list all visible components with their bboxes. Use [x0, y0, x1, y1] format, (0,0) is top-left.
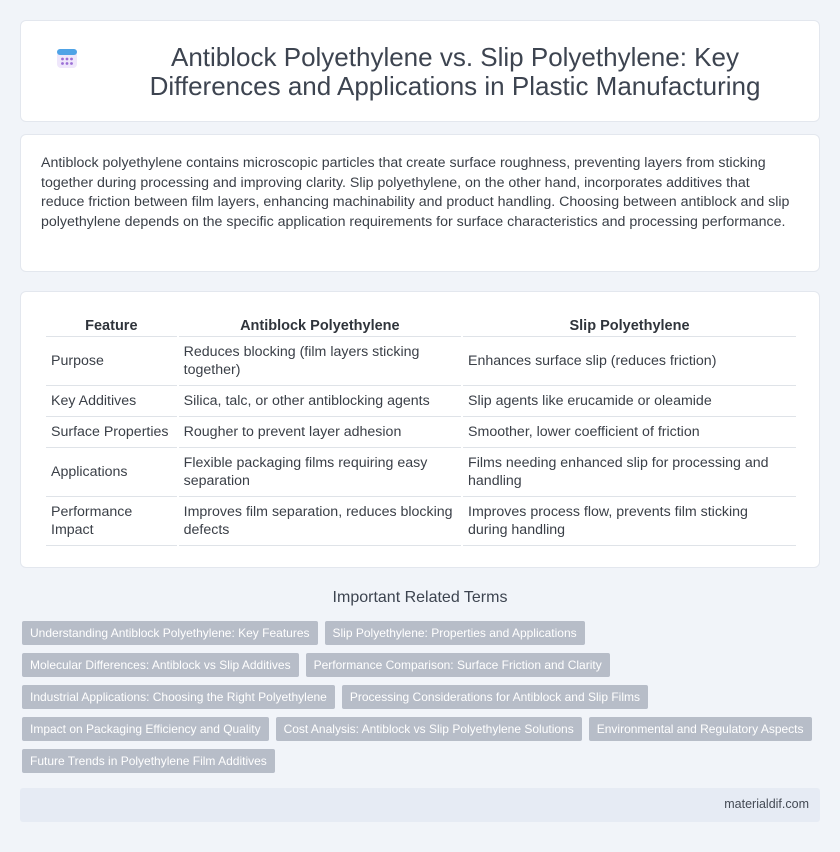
page-title: Antiblock Polyethylene vs. Slip Polyethylene: Key Differences and Applications in Plastic Manufacturing	[149, 42, 761, 101]
row-slip: Enhances surface slip (reduces friction)	[463, 337, 796, 386]
calendar-icon	[55, 46, 79, 70]
row-feature: Applications	[46, 448, 177, 497]
related-terms-tags	[22, 621, 822, 781]
row-slip: Smoother, lower coefficient of friction	[463, 417, 796, 448]
comparison-table	[44, 312, 798, 546]
row-feature: Surface Properties	[46, 417, 177, 448]
table-row	[46, 337, 796, 386]
related-tag[interactable]: Performance Comparison: Surface Friction and Clarity	[306, 653, 610, 677]
comparison-table-card	[20, 291, 820, 568]
table-row	[46, 497, 796, 546]
related-tag[interactable]: Future Trends in Polyethylene Film Additives	[22, 749, 275, 773]
footer-site-link[interactable]: materialdif.com	[724, 797, 809, 811]
row-feature: Purpose	[46, 337, 177, 386]
header-card	[20, 20, 820, 122]
header-feature: Feature	[46, 312, 177, 337]
related-terms-title: Important Related Terms	[332, 589, 508, 606]
intro-card	[20, 134, 820, 272]
related-tag[interactable]: Industrial Applications: Choosing the Right Polyethylene	[22, 685, 335, 709]
row-feature: Performance Impact	[46, 497, 177, 546]
related-tag[interactable]: Molecular Differences: Antiblock vs Slip Additives	[22, 653, 299, 677]
related-tag[interactable]: Slip Polyethylene: Properties and Applications	[325, 621, 585, 645]
footer	[20, 788, 820, 822]
related-tag[interactable]: Impact on Packaging Efficiency and Quality	[22, 717, 269, 741]
header-antiblock: Antiblock Polyethylene	[179, 312, 461, 337]
table-header-row	[46, 312, 796, 337]
table-row	[46, 386, 796, 417]
table-row	[46, 417, 796, 448]
row-feature: Key Additives	[46, 386, 177, 417]
row-antiblock: Flexible packaging films requiring easy separation	[179, 448, 461, 497]
row-antiblock: Silica, talc, or other antiblocking agents	[179, 386, 461, 417]
row-slip: Films needing enhanced slip for processing and handling	[463, 448, 796, 497]
related-tag[interactable]: Environmental and Regulatory Aspects	[589, 717, 812, 741]
row-antiblock: Rougher to prevent layer adhesion	[179, 417, 461, 448]
related-tag[interactable]: Understanding Antiblock Polyethylene: Key Features	[22, 621, 318, 645]
header-slip: Slip Polyethylene	[463, 312, 796, 337]
row-antiblock: Improves film separation, reduces blocking defects	[179, 497, 461, 546]
row-antiblock: Reduces blocking (film layers sticking together)	[179, 337, 461, 386]
row-slip: Slip agents like erucamide or oleamide	[463, 386, 796, 417]
related-tag[interactable]: Processing Considerations for Antiblock and Slip Films	[342, 685, 648, 709]
related-tag[interactable]: Cost Analysis: Antiblock vs Slip Polyethylene Solutions	[276, 717, 582, 741]
row-slip: Improves process flow, prevents film sticking during handling	[463, 497, 796, 546]
intro-paragraph: Antiblock polyethylene contains microscopic particles that create surface roughness, preventing layers from sticking together during processing and improving clarity. Slip polyethylene, on the other hand, incorporates additives that reduce friction between film layers, enhancing machinability and product handling. Choosing between antiblock and slip polyethylene depends on the specific application requirements for surface characteristics and processing performance.	[41, 155, 790, 230]
table-row	[46, 448, 796, 497]
